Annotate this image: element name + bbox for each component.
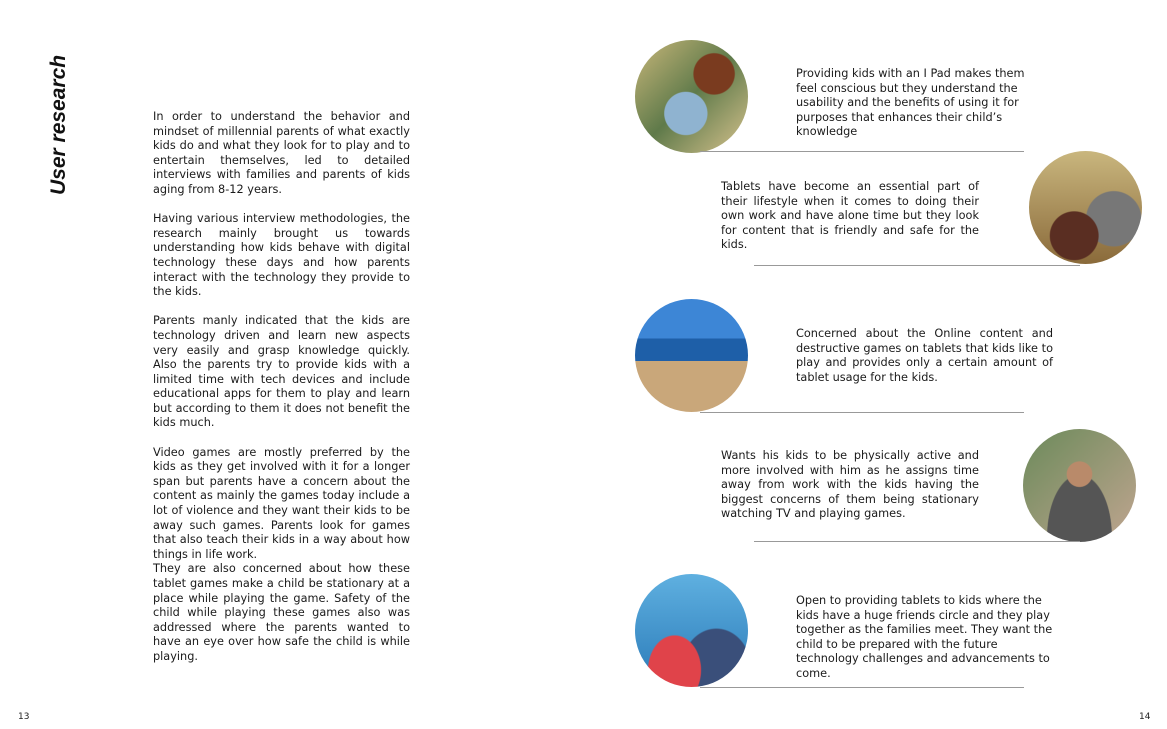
- interview-text-4: Wants his kids to be physically active and more involved with him as he assigns time away from work with the kids having the biggest concerns of them being stationary watching TV and playing games.: [721, 449, 979, 521]
- divider: [700, 687, 1024, 688]
- interview-text-1: Providing kids with an I Pad makes them feel conscious but they understand the usability and the benefits of using it for purposes that enhances their child’s knowledge: [796, 67, 1025, 139]
- divider: [700, 151, 1024, 152]
- divider: [700, 412, 1024, 413]
- paragraph: Parents manly indicated that the kids are technology driven and learn new aspects very easily and grasp knowledge quickly. Also the parents try to provide kids with a limited time with tech devices and include educational apps for them to play and learn but according to them it does not benefit the kids much.: [153, 314, 410, 430]
- interview-photo-1: [635, 40, 748, 153]
- interview-text-2: Tablets have become an essential part of their lifestyle when it comes to doing their own work and have alone time but they look for content that is friendly and safe for the kids.: [721, 180, 979, 252]
- paragraph: They are also concerned about how these tablet games make a child be stationary at a place while playing the game. Safety of the child while playing these games also was addressed where the parents wanted to have an eye over how safe the child is while playing.: [153, 562, 410, 663]
- divider: [754, 541, 1080, 542]
- interview-photo-2: [1029, 151, 1142, 264]
- page-title: User research: [47, 54, 70, 195]
- paragraph: Video games are mostly preferred by the kids as they get involved with it for a longer span but parents have a concern about the content as mainly the games today include a lot of violence and they want their kids to be away such games. Parents look for games that also teach their kids in a way about how things in life work.: [153, 445, 410, 561]
- interview-text-3: Concerned about the Online content and destructive games on tablets that kids like to play and provides only a certain amount of tablet usage for the kids.: [796, 327, 1053, 384]
- interview-photo-3: [635, 299, 748, 412]
- interview-photo-5: [635, 574, 748, 687]
- page-number-right: 14: [1139, 712, 1151, 722]
- interview-text-5: Open to providing tablets to kids where the kids have a huge friends circle and they play together as the families meet. They want the child to be prepared with the future technology challenges and advancements to come.: [796, 594, 1053, 680]
- paragraph: Having various interview methodologies, the research mainly brought us towards understanding how kids behave with digital technology these days and how parents interact with the technology they provide to the kids.: [153, 212, 410, 299]
- divider: [754, 265, 1080, 266]
- page-number-left: 13: [18, 712, 30, 722]
- paragraph: In order to understand the behavior and mindset of millennial parents of what exactly kids do and what they look for to play and to entertain themselves, led to detailed interviews with families and parents of kids aging from 8-12 years.: [153, 110, 410, 196]
- interview-photo-4: [1023, 429, 1136, 542]
- research-summary: [153, 110, 410, 679]
